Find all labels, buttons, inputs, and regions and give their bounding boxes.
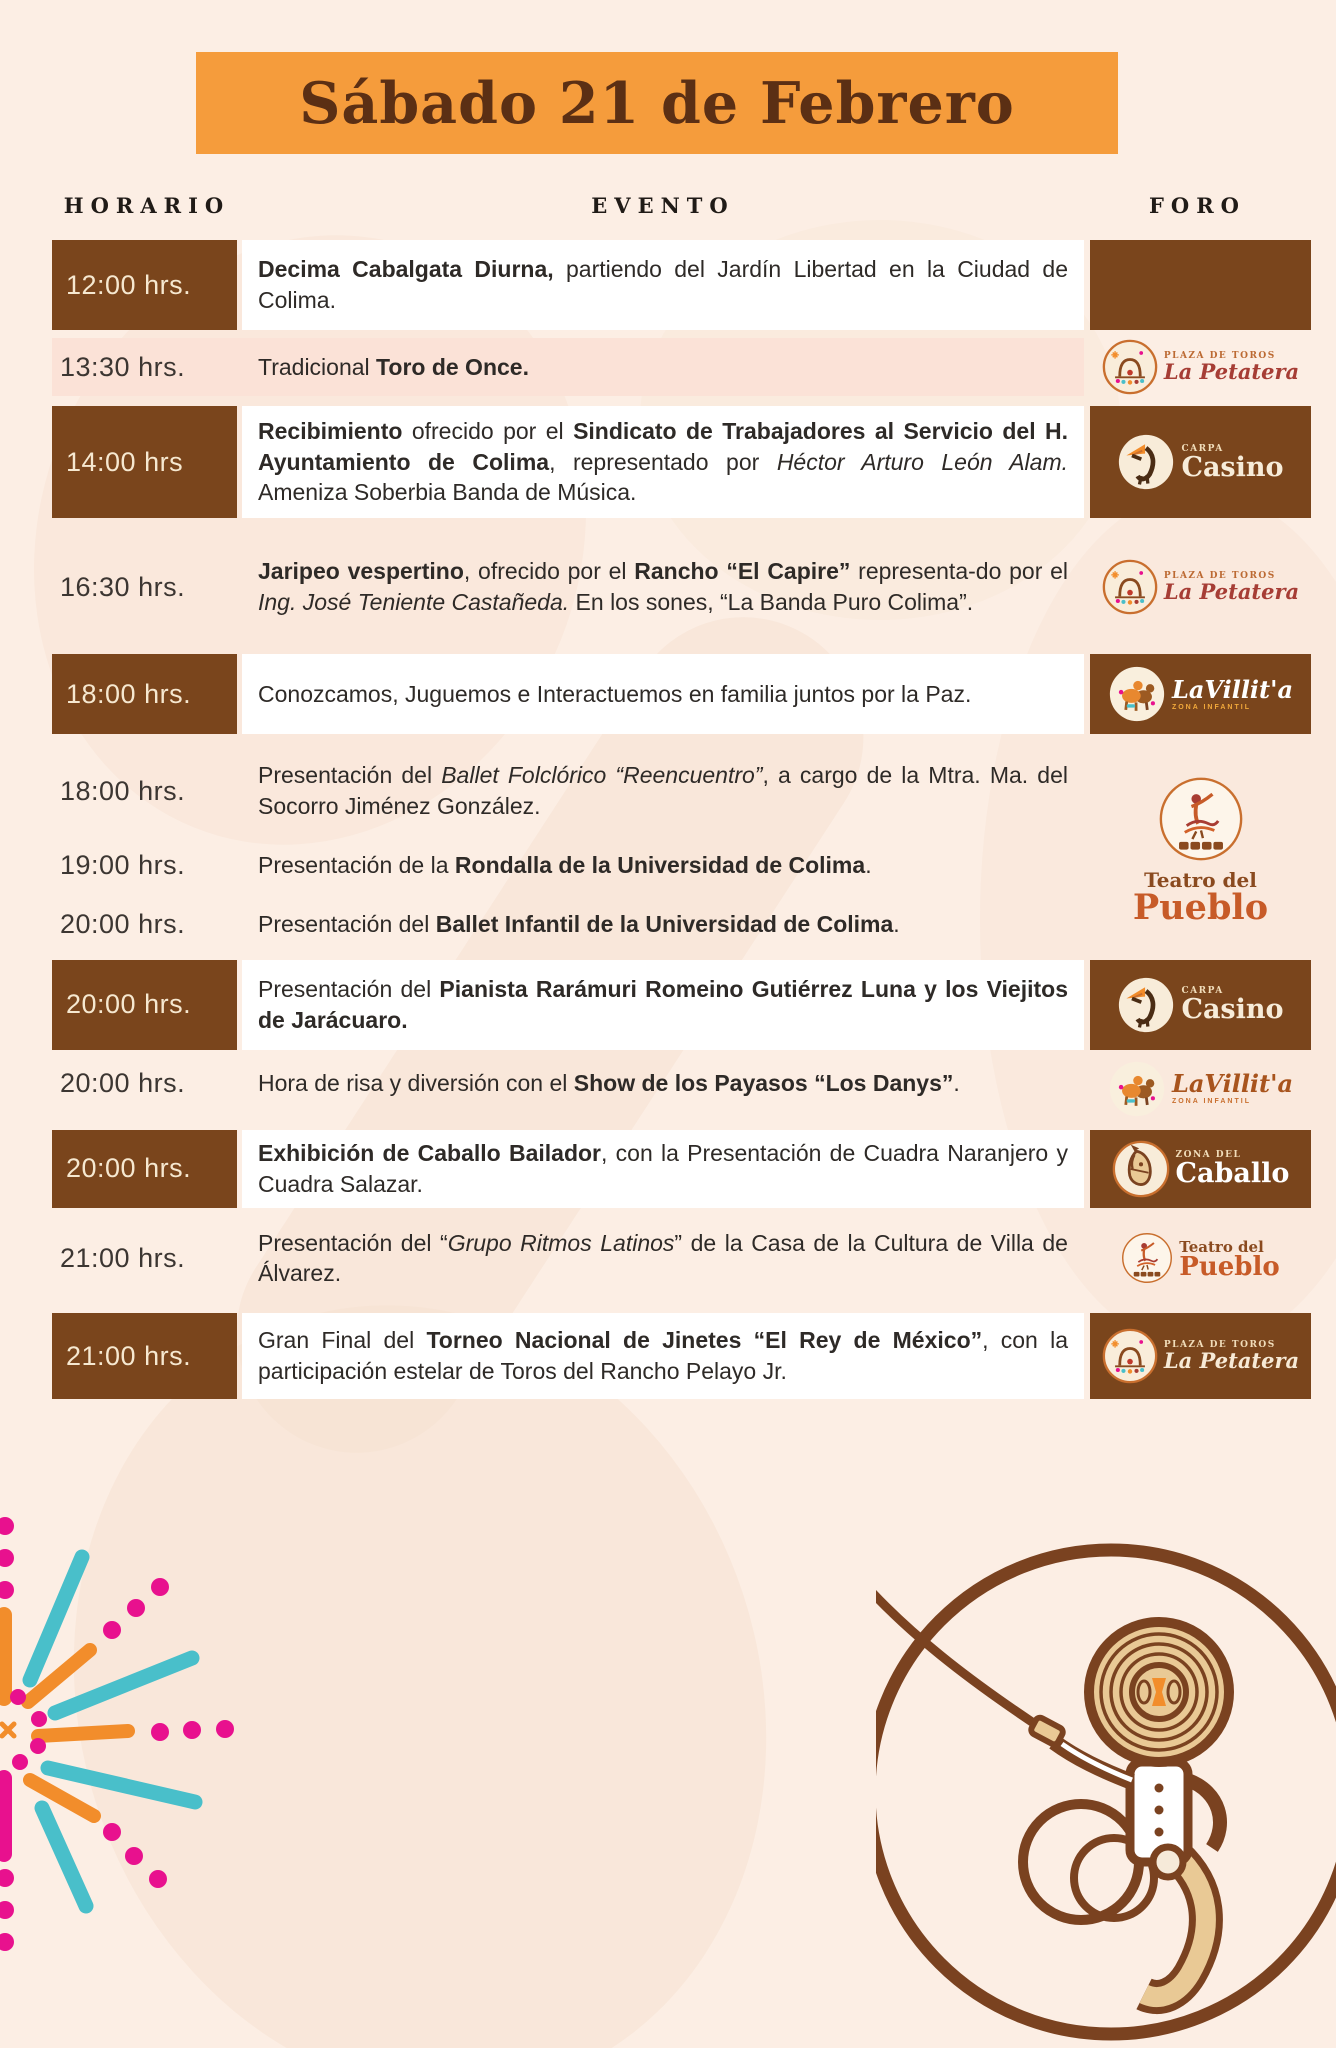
schedule-block [52, 960, 1311, 1050]
venue-petatera-brown [1090, 1313, 1311, 1399]
petatera-plaza-label: PLAZA DE TOROS [1163, 350, 1276, 361]
casino-carpa-label: CARPA [1181, 986, 1224, 997]
time-cell: 20:00 hrs. [60, 908, 186, 939]
event-text: Jaripeo vespertino, ofrecido por el Rancho “El Capire” representa-do por el Ing. José Teniente Castañeda. En los sones, “La Banda Puro Colima”. [258, 558, 1068, 615]
teatro-dancer-icon [1158, 776, 1244, 862]
schedule-block [52, 406, 1311, 518]
teatro-del-label: Teatro del [1179, 1237, 1264, 1256]
schedule-row [52, 1060, 1084, 1107]
event-cell [242, 654, 1084, 734]
time-cell: 20:00 hrs. [52, 1130, 237, 1208]
venue-brown-empty [1090, 240, 1311, 330]
venue-teatro-big [1090, 752, 1311, 948]
trumpeter-icon [1117, 433, 1175, 491]
event-text: Presentación del Ballet Infantil de la Universidad de Colima. [258, 910, 900, 937]
event-cell [242, 1130, 1084, 1208]
schedule-row [52, 654, 1084, 734]
event-text: Decima Cabalgata Diurna, partiendo del Jardín Libertad en la Ciudad de Colima. [258, 256, 1069, 313]
column-header-horario: HORARIO [63, 193, 231, 218]
petatera-label [1164, 1340, 1299, 1372]
time-cell: 18:00 hrs. [52, 654, 237, 734]
event-text: Presentación del Pianista Rarámuri Romeino Gutiérrez Luna y los Viejitos de Jarácuaro. [258, 975, 1068, 1033]
schedule-block [52, 1220, 1311, 1298]
schedule-row [52, 901, 1084, 948]
event-cell [242, 528, 1084, 646]
date-banner [196, 52, 1118, 154]
petatera-emblem-icon [1102, 559, 1158, 615]
schedule-block [52, 1313, 1311, 1399]
event-cell [242, 1060, 1084, 1107]
schedule-block [52, 240, 1311, 330]
petatera-name-label: La Petatera [1163, 1348, 1300, 1374]
villita-label [1171, 674, 1294, 711]
petatera-name-label: La Petatera [1163, 578, 1300, 604]
villita-zone-label: ZONA INFANTIL [1171, 1098, 1251, 1106]
time-cell: 13:30 hrs. [60, 351, 186, 382]
venue-petatera-light [1090, 338, 1311, 396]
schedule-block [52, 1060, 1311, 1118]
time-cell: 20:00 hrs. [52, 960, 237, 1050]
villita-name-label: LaVillit'a [1171, 1069, 1294, 1099]
event-cell [242, 406, 1084, 518]
event-cell [242, 240, 1084, 330]
teatro-dancer-icon [1121, 1232, 1173, 1284]
villita-zone-label: ZONA INFANTIL [1171, 703, 1251, 711]
event-cell [242, 1313, 1084, 1399]
venue-villita-brown [1090, 654, 1311, 734]
time-cell: 12:00 hrs. [52, 240, 237, 330]
caballo-label [1175, 1150, 1290, 1190]
villita-label [1171, 1069, 1294, 1106]
venue-villita-light [1090, 1060, 1311, 1118]
time-cell: 19:00 hrs. [60, 849, 186, 880]
trumpeter-icon [1117, 976, 1175, 1034]
schedule-block [52, 654, 1311, 734]
petatera-emblem-icon [1102, 339, 1158, 395]
horse-head-icon [1112, 1140, 1170, 1198]
petatera-label [1164, 351, 1299, 383]
event-text: Presentación del “Grupo Ritmos Latinos” de la Casa de la Cultura de Villa de Álvarez. [258, 1229, 1068, 1287]
petatera-emblem-icon [1102, 1328, 1158, 1384]
venue-petatera-light [1090, 528, 1311, 646]
event-cell [242, 752, 1084, 830]
teatro-del-label: Teatro del [1144, 868, 1257, 893]
schedule-block [52, 752, 1311, 948]
petatera-plaza-label: PLAZA DE TOROS [1163, 570, 1276, 581]
schedule-row [52, 1313, 1084, 1399]
schedule-row [52, 1220, 1084, 1298]
schedule-block [52, 338, 1311, 396]
event-text: Hora de risa y diversión con el Show de los Payasos “Los Danys”. [258, 1069, 960, 1096]
column-headers [52, 193, 1311, 218]
villita-name-label: LaVillit'a [1171, 674, 1294, 704]
casino-name-label: Casino [1181, 451, 1284, 483]
schedule-row [52, 752, 1084, 830]
pueblo-label: Pueblo [1132, 887, 1269, 929]
petatera-name-label: La Petatera [1163, 358, 1300, 384]
event-text: Exhibición de Caballo Bailador, con la Presentación de Cuadra Naranjero y Cuadra Salazar. [258, 1139, 1068, 1197]
column-header-foro: FORO [1149, 193, 1246, 218]
venue-teatro-small [1090, 1220, 1311, 1298]
carousel-horses-icon [1108, 1060, 1166, 1118]
time-cell: 20:00 hrs. [60, 1067, 186, 1098]
casino-carpa-label: CARPA [1181, 443, 1224, 454]
event-text: Gran Final del Torneo Nacional de Jinetes “El Rey de México”, con la participación estelar de Toros del Rancho Pelayo Jr. [258, 1327, 1068, 1385]
time-cell: 21:00 hrs. [60, 1242, 186, 1273]
schedule-row [52, 842, 1084, 889]
pueblo-label: Pueblo [1179, 1251, 1280, 1282]
event-cell [242, 960, 1084, 1050]
schedule-block [52, 528, 1311, 646]
event-cell [242, 901, 1084, 948]
carousel-horses-icon [1108, 665, 1166, 723]
event-text: Presentación del Ballet Folclórico “Reencuentro”, a cargo de la Mtra. Ma. del Socorro Jiménez González. [258, 762, 1068, 819]
event-text: Recibimiento ofrecido por el Sindicato de Trabajadores al Servicio del H. Ayuntamiento de Colima, representado por Héctor Arturo León Alam. Ameniza Soberbia Banda de Música. [258, 417, 1069, 506]
event-cell [242, 338, 1084, 396]
venue-casino [1090, 406, 1311, 518]
page-title: Sábado 21 de Febrero [299, 69, 1015, 137]
schedule-row [52, 960, 1084, 1050]
fireworks-decoration [0, 1480, 420, 2048]
venue-caballo [1090, 1130, 1311, 1208]
schedule-block [52, 1130, 1311, 1208]
petatera-plaza-label: PLAZA DE TOROS [1163, 1340, 1276, 1351]
casino-name-label: Casino [1181, 994, 1284, 1026]
charro-lasso-illustration [876, 1530, 1336, 2048]
event-text: Tradicional Toro de Once. [258, 353, 529, 380]
teatro-label [1179, 1237, 1280, 1282]
venue-casino [1090, 960, 1311, 1050]
schedule-row [52, 528, 1084, 646]
schedule-row [52, 338, 1084, 396]
schedule-row [52, 1130, 1084, 1208]
event-cell [242, 1220, 1084, 1298]
time-cell: 16:30 hrs. [60, 571, 186, 602]
time-cell: 14:00 hrs [52, 406, 237, 518]
petatera-label [1164, 571, 1299, 603]
time-cell: 21:00 hrs. [52, 1313, 237, 1399]
time-cell: 18:00 hrs. [60, 775, 186, 806]
schedule-row [52, 406, 1084, 518]
casino-label [1181, 444, 1283, 481]
event-text: Presentación de la Rondalla de la Universidad de Colima. [258, 852, 872, 878]
schedule-row [52, 240, 1084, 330]
caballo-name-label: Caballo [1175, 1158, 1290, 1190]
event-text: Conozcamos, Juguemos e Interactuemos en familia juntos por la Paz. [258, 680, 972, 707]
schedule-table [52, 240, 1311, 1399]
casino-label [1181, 986, 1284, 1026]
column-header-evento: EVENTO [591, 193, 735, 218]
zona-del-label: ZONA DEL [1175, 1150, 1242, 1161]
event-cell [242, 842, 1084, 889]
